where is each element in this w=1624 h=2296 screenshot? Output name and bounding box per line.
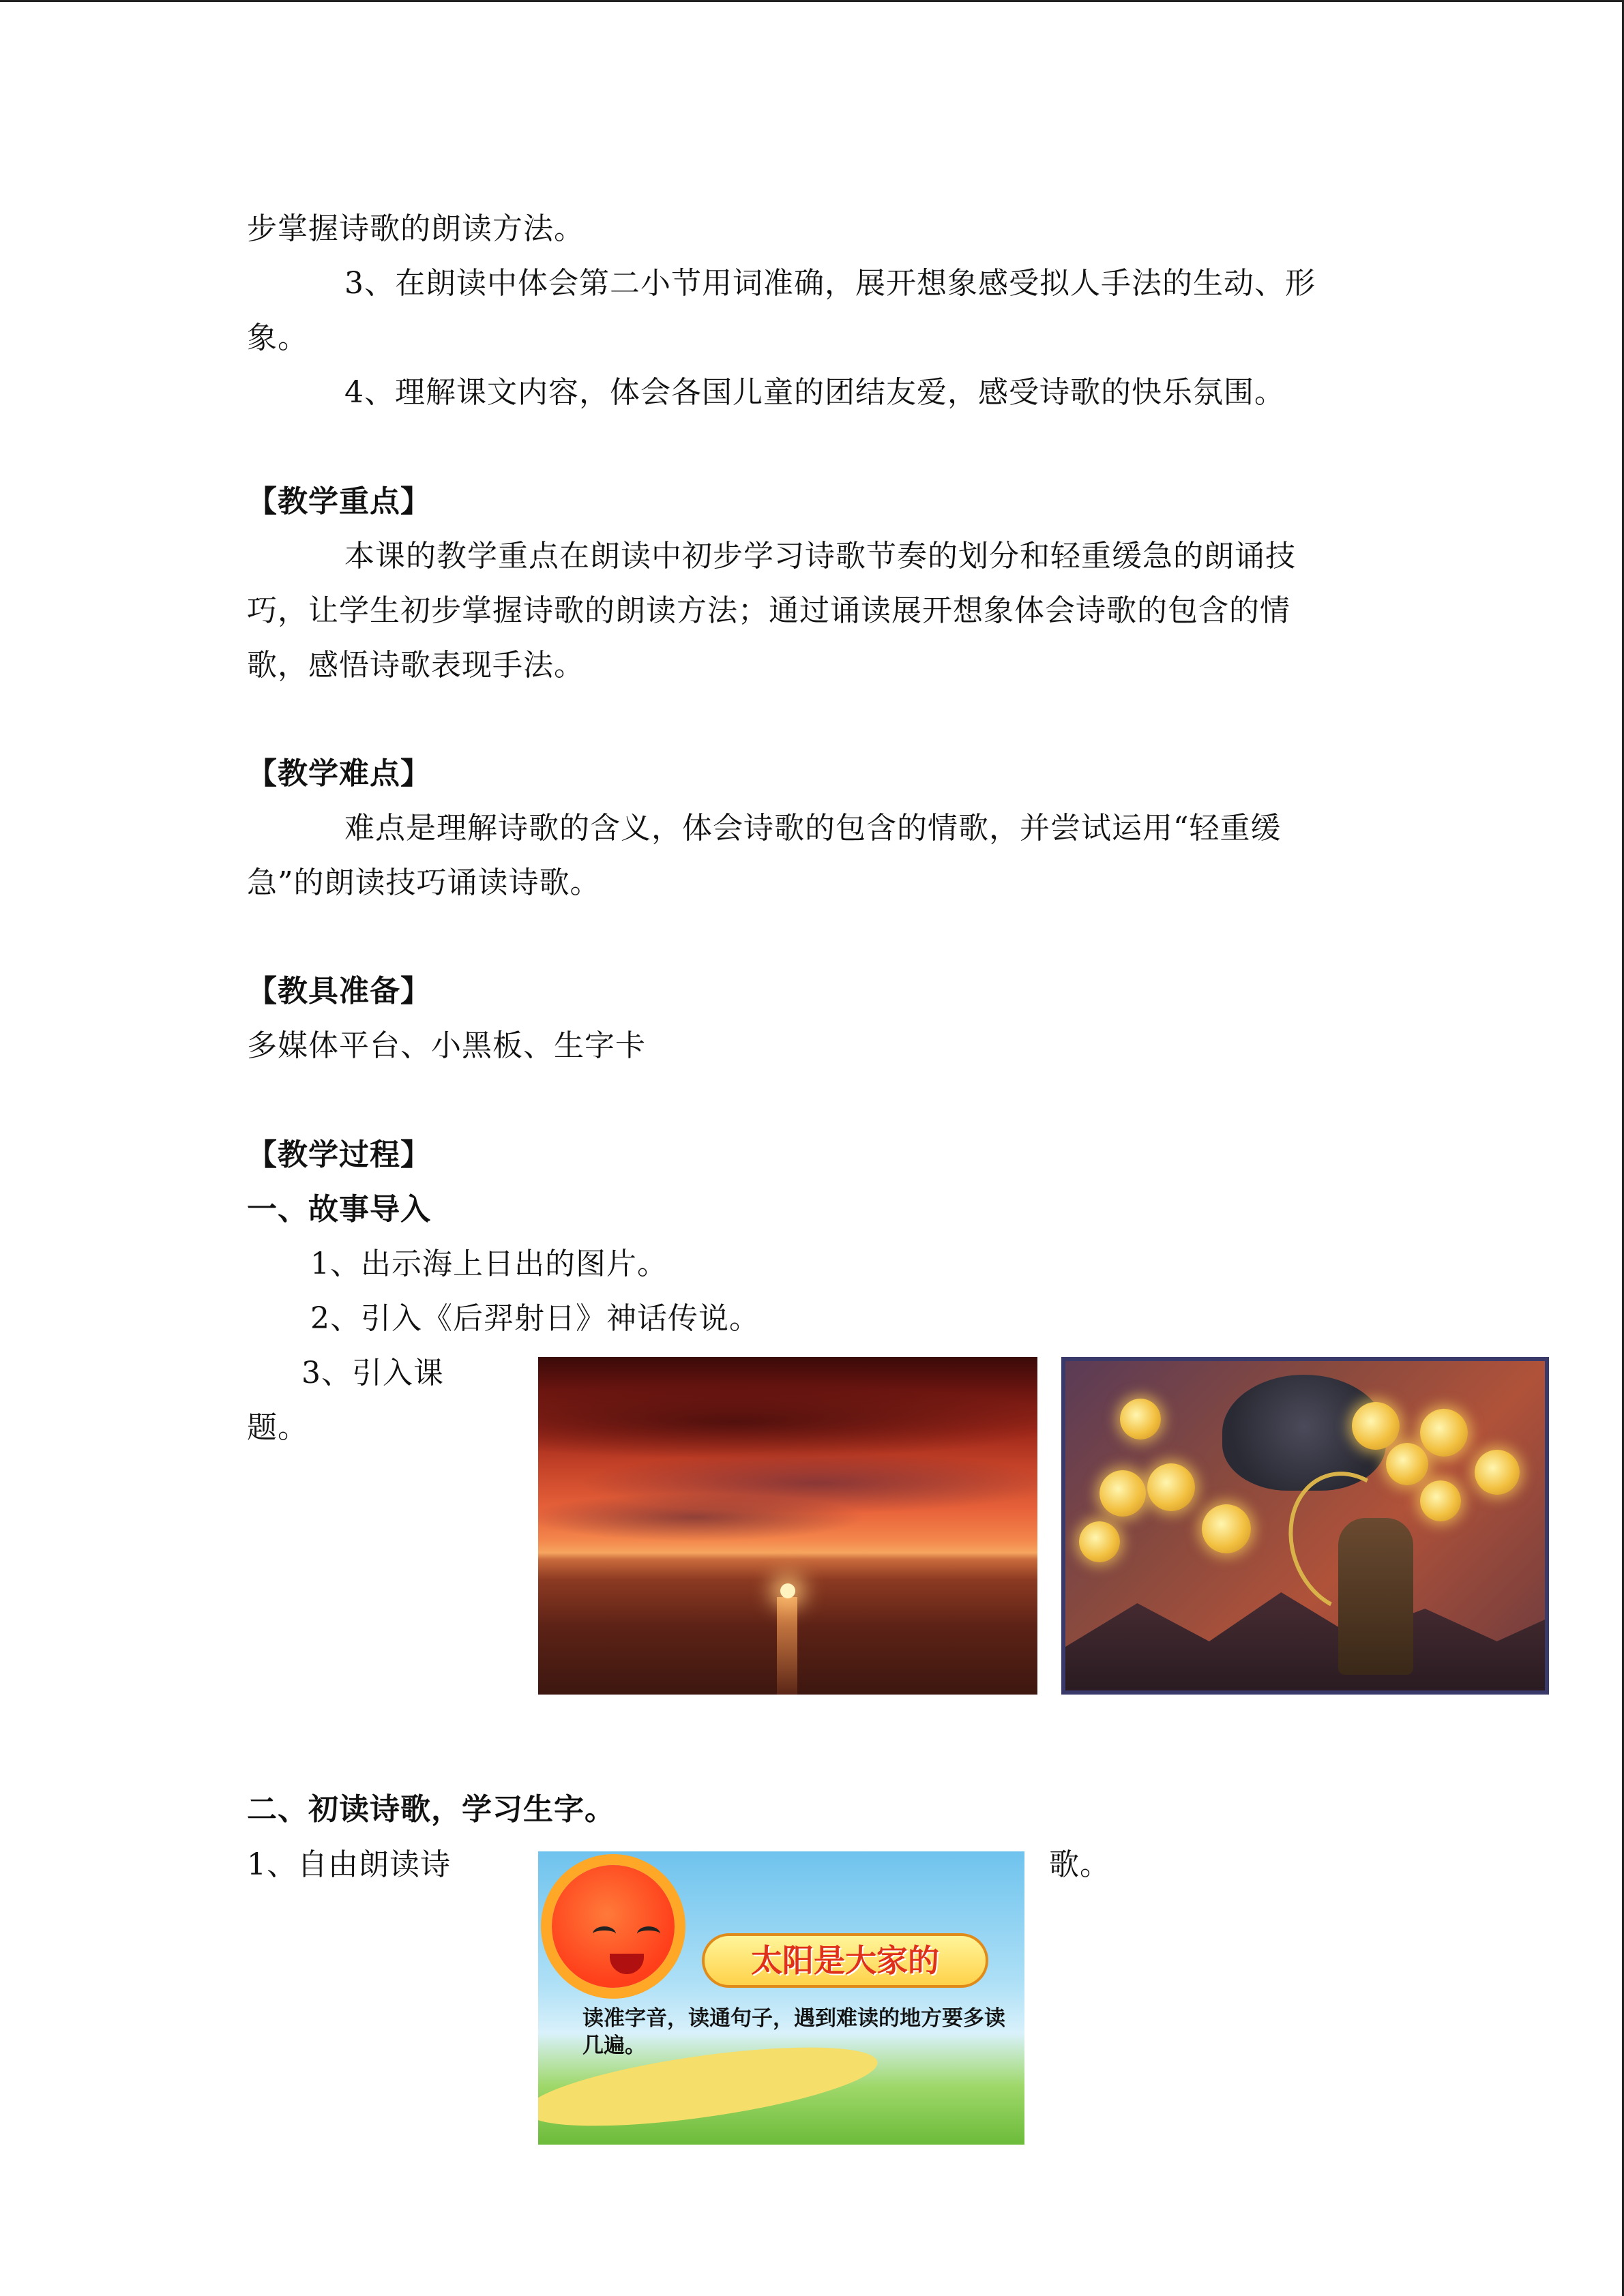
objective-3: 3、在朗读中体会第二小节用词准确，展开想象感受拟人手法的生动、形 [344,266,1316,301]
tools-text: 多媒体平台、小黑板、生字卡 [247,1028,646,1063]
section-1-heading: 一、故事导入 [247,1192,431,1227]
focus-paragraph-line2: 巧，让学生初步掌握诗歌的朗读方法；通过诵读展开想象体会诗歌的包含的情 [247,593,1290,628]
slide-instruction: 读准字音，读通句子，遇到难读的地方要多读几遍。 [582,2006,1005,2058]
difficulty-paragraph-line2: 急”的朗读技巧诵读诗歌。 [247,865,601,900]
objective-4: 4、理解课文内容，体会各国儿童的团结友爱，感受诗歌的快乐氛围。 [344,375,1285,410]
focus-heading: 【教学重点】 [247,484,431,519]
section-1-item-3: 3、引入课 [301,1356,444,1390]
section-1-item-2: 2、引入《后羿射日》神话传说。 [310,1301,760,1336]
section-1-item-1: 1、出示海上日出的图片。 [310,1247,668,1281]
difficulty-heading: 【教学难点】 [247,756,431,791]
section-1-item-3-cont: 题。 [247,1410,308,1445]
tools-heading: 【教具准备】 [247,974,431,1009]
focus-paragraph-line1: 本课的教学重点在朗读中初步学习诗歌节奏的划分和轻重缓急的朗诵技 [344,539,1296,573]
focus-paragraph-line3: 歌，感悟诗歌表现手法。 [247,648,585,683]
objective-text: 步掌握诗歌的朗读方法。 [247,211,585,246]
section-2-heading: 二、初读诗歌，学习生字。 [247,1792,615,1827]
sunrise-over-sea-image [538,1357,1037,1695]
process-heading: 【教学过程】 [247,1137,431,1172]
difficulty-paragraph-line1: 难点是理解诗歌的含义，体会诗歌的包含的情歌，并尝试运用“轻重缓 [344,811,1282,846]
slide-title: 太阳是大家的 [751,1942,939,1979]
houyi-shooting-suns-image [1061,1357,1549,1695]
section-2-item-1: 1、自由朗读诗 [247,1847,451,1882]
page-top-border [0,0,1624,2]
objective-3-cont: 象。 [247,320,308,355]
section-2-item-1-cont: 歌。 [1049,1847,1110,1882]
lesson-slide-image [538,1851,1024,2145]
smiling-sun-icon [552,1865,675,1988]
